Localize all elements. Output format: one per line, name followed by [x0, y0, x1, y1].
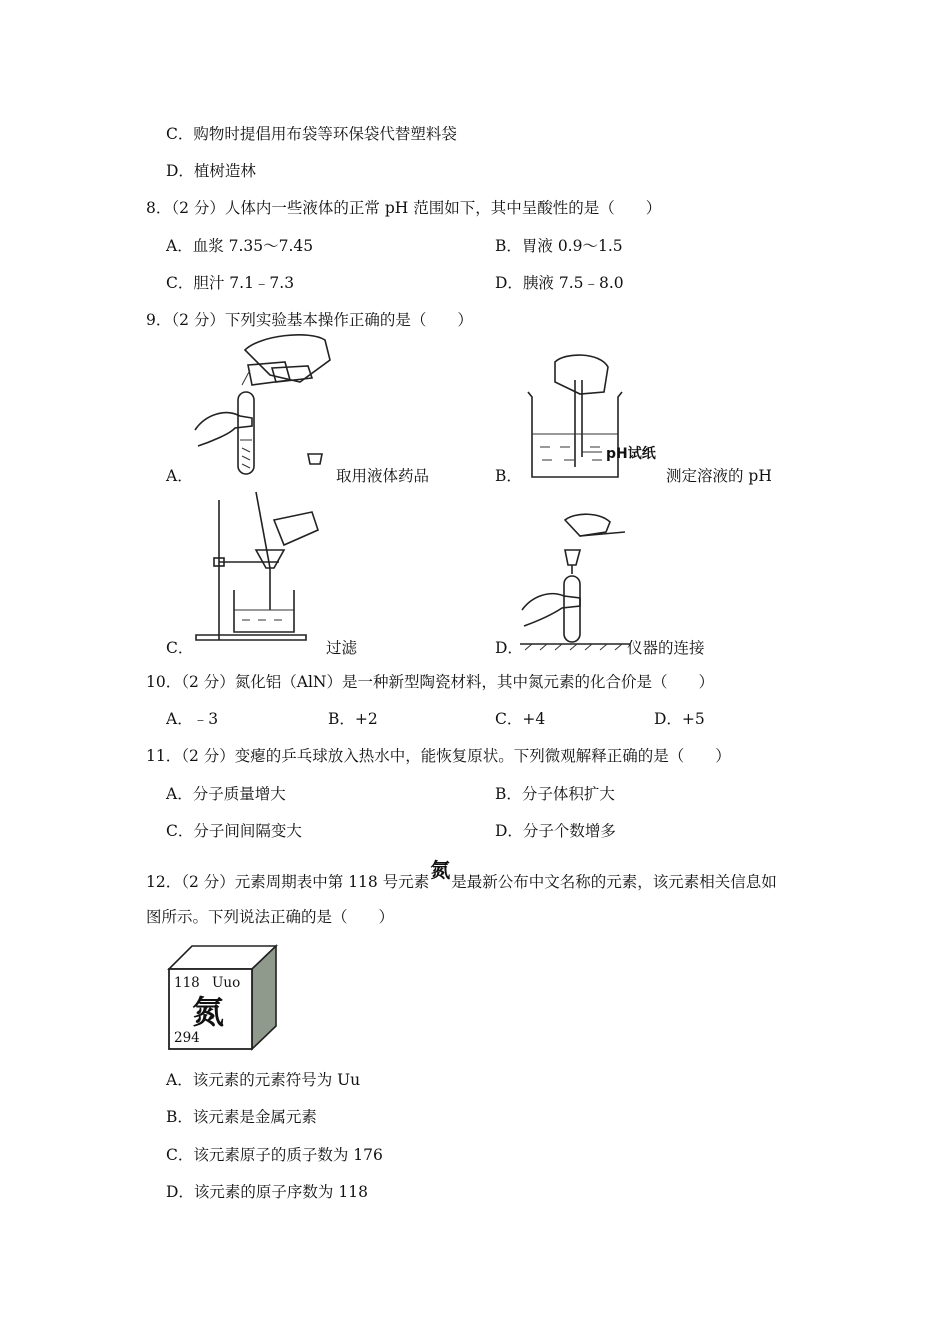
figure-filtration: [194, 490, 324, 650]
question-stem: 8．（2 分）人体内一些液体的正常 pH 范围如下，其中呈酸性的是（ ）: [146, 199, 662, 217]
option-c: C．胆汁 7.1﹣7.3: [166, 274, 295, 292]
option-c: C．分子间间隔变大: [166, 822, 302, 840]
stem-part-2: 是最新公布中文名称的元素，该元素相关信息如: [451, 873, 777, 891]
option-b: B．+2: [328, 710, 378, 728]
question-stem: [146, 858, 777, 892]
figure-pour-liquid: [190, 330, 350, 480]
option-b: B．该元素是金属元素: [166, 1108, 317, 1126]
option-c: C．+4: [495, 710, 546, 728]
option-d: D．分子个数增多: [495, 822, 616, 840]
option-d: D．该元素的原子序数为 118: [166, 1183, 368, 1201]
question-stem: 11．（2 分）变瘪的乒乓球放入热水中，能恢复原状。下列微观解释正确的是（ ）: [146, 747, 731, 765]
option-a: A．血浆 7.35～7.45: [166, 237, 314, 255]
option-c-letter: C．: [166, 639, 194, 657]
atomic-number: 118: [174, 975, 200, 991]
stem-part-1: 12．（2 分）元素周期表中第 118 号元素: [146, 873, 430, 891]
element-name: 氮: [192, 993, 225, 1031]
option-c: C．该元素原子的质子数为 176: [166, 1146, 383, 1164]
element-symbol: Uuo: [212, 975, 241, 991]
figure-apparatus-connection: [520, 510, 630, 650]
option-d: D．+5: [654, 710, 705, 728]
option-c: C．购物时提倡用布袋等环保袋代替塑料袋: [166, 125, 457, 143]
option-a-caption: 取用液体药品: [336, 467, 430, 485]
option-d: D．植树造林: [166, 162, 256, 180]
ph-paper-label: pH试纸: [606, 446, 656, 462]
option-b: B．分子体积扩大: [495, 785, 615, 803]
option-d-letter: D．: [495, 639, 523, 657]
option-a: A．﹣3: [166, 710, 219, 728]
question-stem: 9．（2 分）下列实验基本操作正确的是（ ）: [146, 311, 473, 329]
option-d-caption: 仪器的连接: [627, 639, 705, 657]
option-a: A．分子质量增大: [166, 785, 286, 803]
element-name-glyph: 氮: [430, 858, 451, 882]
option-b-letter: B．: [495, 467, 522, 485]
question-stem: 10．（2 分）氮化铝（AlN）是一种新型陶瓷材料，其中氮元素的化合价是（ ）: [146, 673, 714, 691]
question-stem-line2: 图所示。下列说法正确的是（ ）: [146, 908, 395, 926]
option-a-letter: A．: [166, 467, 193, 485]
option-a: A．该元素的元素符号为 Uu: [166, 1071, 361, 1089]
option-b-caption: 测定溶液的 pH: [666, 467, 772, 485]
option-c-caption: 过滤: [326, 639, 358, 657]
atomic-mass: 294: [174, 1030, 200, 1046]
option-b: B．胃液 0.9～1.5: [495, 237, 623, 255]
option-d: D．胰液 7.5﹣8.0: [495, 274, 624, 292]
